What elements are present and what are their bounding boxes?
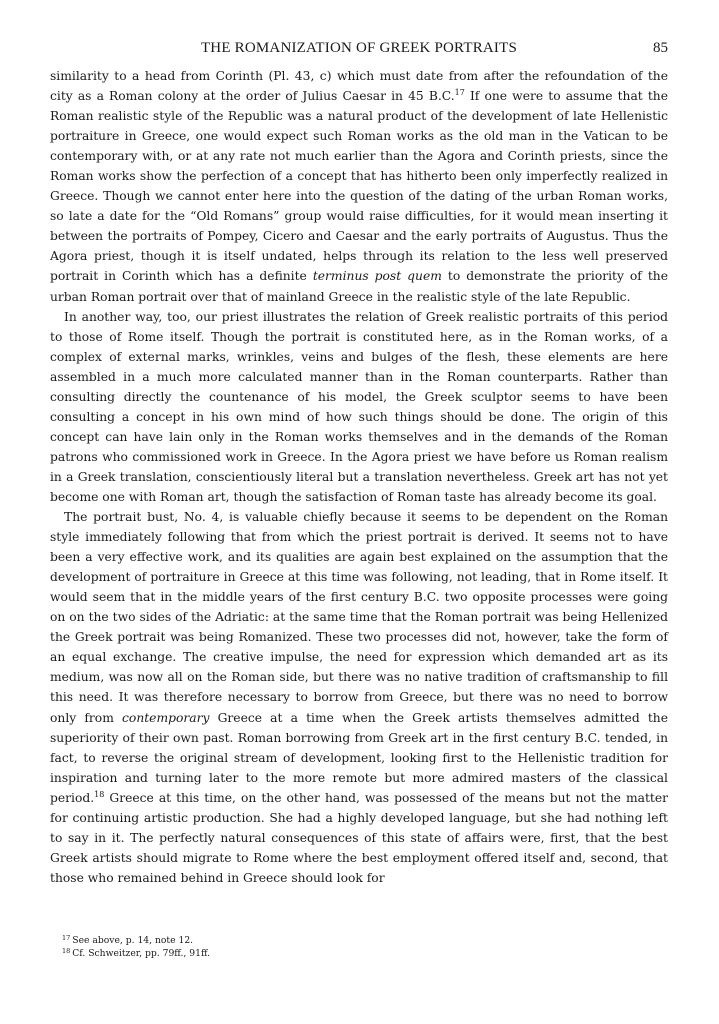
footnote-text: Cf. Schweitzer, pp. 79ff., 91ff. — [72, 948, 211, 959]
running-head — [50, 40, 668, 62]
footnote-marker: 17 — [62, 934, 71, 942]
footnote-18 — [62, 947, 562, 960]
footnote-text: See above, p. 14, note 12. — [72, 935, 194, 946]
text-run: similarity to a head from Corinth (Pl. 43, c) which must date from after the refoundation of the city as a Roman colony at the order of Julius Caesar in 45 B.C. — [50, 69, 668, 104]
footnote-ref-18: 18 — [94, 789, 105, 799]
footnote-marker: 18 — [62, 947, 71, 955]
paragraph-2: In another way, too, our priest illustrates the relation of Greek realistic portraits of this period to those of Rome itself. Though the portrait is constituted here, as in the Roman works, of a complex of external marks, wrinkles, veins and bulges of the flesh, these elements are here assembled in a much more calculated manner than in the Roman counterparts. Rather than consulting directly the countenance of his model, the Greek sculptor seems to have been consulting a concept in his own mind of how such things should be done. The origin of this concept can have lain only in the Roman works themselves and in the demands of the Roman patrons who commissioned work in Greece. In the Agora priest we have before us Roman realism in a Greek translation, conscientiously literal but a translation nevertheless. Greek art has not yet become one with Roman art, though the satisfaction of Roman taste has already become its goal. — [50, 309, 668, 504]
text-run: The portrait bust, No. 4, is valuable chiefly because it seems to be dependent on the Roman style immediately following that from which the priest portrait is derived. It seems not to have been a very effective work, and its qualities are again best explained on the assumption that the development of portraiture in Greece at this time was following, not leading, that in Rome itself. It would seem that in the middle years of the first century B.C. two opposite processes were going on on the two sides of the Adriatic: at the same time that the Roman portrait was being Hellenized the Greek portrait was being Romanized. These two processes did not, however, take the form of an equal exchange. The creative impulse, the need for expression which demanded art as its medium, was now all on the Roman side, but there was no native tradition of craftsmanship to fill this need. It was therefore necessary to borrow from Greece, but there was no need to borrow only from — [50, 510, 668, 725]
footnote-17 — [62, 934, 562, 947]
italic-term: contemporary — [122, 710, 210, 725]
body-text — [50, 66, 668, 888]
text-run: Greece at a time when the Greek artists themselves admitted the superiority of their own past. Roman borrowing from Greek art in the first century B.C. tended, in fact, to reverse the original stream of development, looking first to the Hellenistic tradition for inspiration and turning later to the more remote but more admired masters of the classical period. — [50, 710, 669, 805]
page-number: 85 — [653, 40, 668, 56]
paragraph-1 — [50, 66, 668, 307]
running-title: THE ROMANIZATION OF GREEK PORTRAITS — [200, 40, 518, 56]
paragraph-3 — [50, 507, 668, 888]
text-run: Greece at this time, on the other hand, was possessed of the means but not the matter for continuing artistic production. She had a highly developed language, but she had nothing left to say in it. The perfectly natural consequences of this state of affairs were, first, that the best Greek artists should migrate to Rome where the best employment offered itself and, second, that those who remained behind in Greece should look for — [50, 790, 668, 885]
footnote-ref-17: 17 — [454, 88, 465, 98]
text-run: If one were to assume that the Roman realistic style of the Republic was a natural product of the development of late Hellenistic portraiture in Greece, one would expect such Roman works as the old man in the Vatican to be contemporary with, or at any rate not much earlier than the Agora and Corinth priests, since the Roman works show the perfection of a concept that has hitherto been only imperfectly realized in Greece. Though we cannot enter here into the question of the dating of the urban Roman works, so late a date for the “Old Romans” group would raise difficulties, for it would mean inserting it between the portraits of Pompey, Cicero and Caesar and the early portraits of Augustus. Thus the Agora priest, though it is itself undated, helps through its relation to the less well preserved portrait in Corinth which has a definite — [50, 89, 669, 284]
text-run: to demonstrate the priority of the urban Roman portrait over that of mainland Greece in the realistic style of the late Republic. — [50, 269, 668, 304]
footnotes — [62, 934, 562, 960]
italic-term: terminus post quem — [312, 269, 442, 284]
